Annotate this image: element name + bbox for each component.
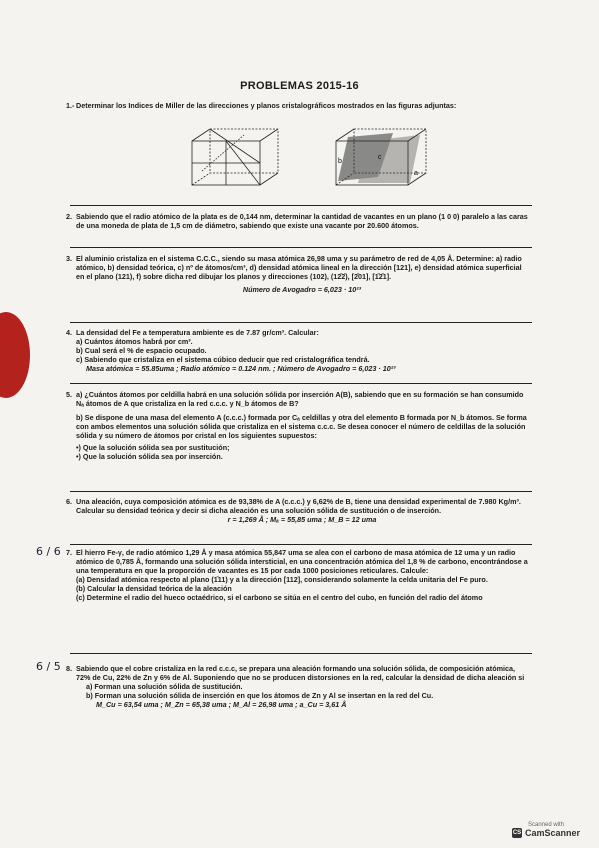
problem-3-note: Número de Avogadro = 6,023 · 10²³ — [242, 285, 362, 294]
camscanner-icon: CS — [512, 830, 522, 836]
problem-7-b: (b) Calcular la densidad teórica de la aleación — [76, 584, 232, 593]
divider — [70, 491, 532, 492]
problem-4-data: Masa atómica = 55.85uma ; Radio atómico = 0.124 nm. ; Número de Avogadro = 6,023 · 10²³ — [86, 364, 396, 373]
watermark-line-2 — [503, 828, 589, 838]
problem-1-text: Determinar los Indices de Miller de las direcciones y planos cristalográficos mostrados en las figuras adjuntas: — [76, 101, 457, 110]
watermark-brand: CamScanner — [524, 828, 581, 838]
divider — [70, 653, 532, 654]
margin-note-7: 6 / 6 — [36, 545, 61, 558]
problem-3-text: El aluminio cristaliza en el sistema C.C.C., siendo su masa atómica 26,98 uma y su parámetro de red de 4,05 Å. Determine: a) radio atómico, b) densidad teórica, c) nº de átomos/cm³, d) densidad atómica lineal en la dirección [121], e) densidad atómica superficial en el plano (121), f) sobre dicha red dibujar los planos y direcciones (102), (12̄2̄), [2̄01], [1̄2̄1]. — [76, 254, 522, 281]
crystal-figures — [188, 127, 448, 189]
problem-2: 2. Sabiendo que el radio atómico de la plata es de 0,144 nm, determinar la cantidad de vacantes en un plano (1 0 0) paralelo a las caras de una moneda de plata de 1,5 cm de diámetro, sabiendo que existe una vacante por 20.600 átomos. — [66, 212, 528, 230]
watermark-line-1: Scanned with — [527, 822, 565, 828]
problem-7-a: (a) Densidad atómica respecto al plano (1̄11) y a la dirección [112], considerando solamente la celda unitaria del Fe puro. — [76, 575, 488, 584]
problem-6: 6. Una aleación, cuya composición atómica es de 93,38% de A (c.c.c.) y 6,62% de B, tiene una densidad experimental de 7.980 Kg/m³. Calcular su densidad teórica y decir si dicha aleación es una solución sólida de sustitución o de inserción. r = 1,269 Å ; Mₐ = 55,85 uma ; M_B = 12 uma — [76, 497, 528, 524]
problem-8-text: Sabiendo que el cobre cristaliza en la red c.c.c, se prepara una aleación formando una solución sólida, de composición atómica, 72% de Cu, 22% de Zn y 6% de Al. Suponiendo que no se producen distorsiones en la red, calcular la densidad de dicha aleación si — [76, 664, 525, 682]
problem-8-b: b) Forman una solución sólida de inserción en que los átomos de Zn y Al se insertan en la red del Cu. — [86, 691, 434, 700]
figure-label-b: b — [338, 158, 342, 165]
camscanner-watermark — [503, 822, 589, 838]
divider — [70, 247, 532, 248]
margin-note-8: 6 / 5 — [36, 660, 61, 673]
divider — [70, 322, 532, 323]
problem-4-b: b) Cual será el % de espacio ocupado. — [76, 346, 207, 355]
problem-2-text: Sabiendo que el radio atómico de la plata es de 0,144 nm, determinar la cantidad de vacantes en un plano (1 0 0) paralelo a las caras de una moneda de plata de 1,5 cm de diámetro, sabiendo que existe una vacante por 20.600 átomos. — [76, 212, 528, 230]
problem-6-text: Una aleación, cuya composición atómica es de 93,38% de A (c.c.c.) y 6,62% de B, tiene una densidad experimental de 7.980 Kg/m³. Calcular su densidad teórica y decir si dicha aleación es una solución sólida de sustitución o de inserción. — [76, 497, 521, 515]
problem-6-data: r = 1,269 Å ; Mₐ = 55,85 uma ; M_B = 12 uma — [227, 515, 377, 524]
red-punch-mark — [0, 312, 30, 398]
problem-3: 3. El aluminio cristaliza en el sistema C.C.C., siendo su masa atómica 26,98 uma y su parámetro de red de 4,05 Å. Determine: a) radio atómico, b) densidad teórica, c) nº de átomos/cm³, d) densidad atómica lineal en la dirección [121], e) densidad atómica superficial en el plano (121), f) sobre dicha red dibujar los planos y direcciones (102), (12̄2̄), [2̄01], [1̄2̄1]. Número de Avogadro = 6,023 · 10²³ — [76, 254, 528, 294]
problem-1: 1.- Determinar los Indices de Miller de las direcciones y planos cristalográficos mostrados en las figuras adjuntas: — [76, 101, 528, 110]
problem-5: 5. a) ¿Cuántos átomos por celdilla habrá en una solución sólida por inserción A(B), sabiendo que en su formación se han consumido Nₐ átomos de A que cristaliza en la red c.c.c. y N_b átomos de B? b) Se dispone de una masa del elemento A (c.c.c.) formada por Cₐ celdillas y otra del elemento B formada por N_b átomos. Se forma con ambos elementos una solución sólida que cristaliza en el sistema c.c.c. Se desea conocer el número de celdillas de la solución sólida y su número de átomos por cristal en los siguientes supuestos: •) Que la solución sólida sea por sustitución; •) Que la solución sólida sea por inserción. — [66, 390, 527, 461]
problem-4-text: La densidad del Fe a temperatura ambiente es de 7.87 gr/cm³. Calcular: — [76, 328, 319, 337]
problem-7-c: (c) Determine el radio del hueco octaédrico, si el carbono se sitúa en el centro del cubo, en función del radio del átomo — [76, 593, 483, 602]
problem-5-bullet-2: •) Que la solución sólida sea por inserción. — [76, 452, 223, 461]
divider — [70, 205, 532, 206]
problem-7: 7. El hierro Fe-γ, de radio atómico 1,29 Å y masa atómica 55,847 uma se alea con el carbono de masa atómica de 12 uma y un radio atómico de 0,785 Å, formando una solución sólida intersticial, en una concentración atómica del 1,8 % de carbono, encontrándose a una temperatura en que la proporción de vacantes es 15 por cada 1000 posiciones reticulares. Calcule: (a) Densidad atómica respecto al plano (1̄11) y a la dirección [112], considerando solamente la celda unitaria del Fe puro. (b) Calcular la densidad teórica de la aleación (c) Determine el radio del hueco octaédrico, si el carbono se sitúa en el centro del cubo, en función del radio del átomo — [66, 548, 528, 602]
figure-label-a: a — [414, 170, 418, 177]
page-title: PROBLEMAS 2015-16 — [240, 80, 359, 92]
problem-8: 8. Sabiendo que el cobre cristaliza en la red c.c.c, se prepara una aleación formando una solución sólida, de composición atómica, 72% de Cu, 22% de Zn y 6% de Al. Suponiendo que no se producen distorsiones en la red, calcular la densidad de dicha aleación si a) Forman una solución sólida de sustitución. b) Forman una solución sólida de inserción en que los átomos de Zn y Al se insertan en la red del Cu. M_Cu = 63,54 uma ; M_Zn = 65,38 uma ; M_Al = 26,98 uma ; a_Cu = 3,61 Å — [76, 664, 528, 709]
problem-5-bullet-1: •) Que la solución sólida sea por sustitución; — [76, 443, 230, 452]
problem-7-text: El hierro Fe-γ, de radio atómico 1,29 Å y masa atómica 55,847 uma se alea con el carbono de masa atómica de 12 uma y un radio atómico de 0,785 Å, formando una solución sólida intersticial, en una concentración atómica del 1,8 % de carbono, encontrándose a una temperatura en que la proporción de vacantes es 15 por cada 1000 posiciones reticulares. Calcule: — [76, 548, 528, 575]
problem-4-a: a) Cuántos átomos habrá por cm³. — [76, 337, 193, 346]
problem-8-a: a) Forman una solución sólida de sustitución. — [86, 682, 243, 691]
problem-5-a: a) ¿Cuántos átomos por celdilla habrá en una solución sólida por inserción A(B), sabiendo que en su formación se han consumido Nₐ átomos de A que cristaliza en la red c.c.c. y N_b átomos de B? — [76, 390, 524, 408]
divider — [70, 383, 532, 384]
figure-label-c: c — [378, 154, 382, 161]
problem-4-c: c) Sabiendo que cristaliza en el sistema cúbico deducir que red cristalográfica tendrá. — [76, 355, 370, 364]
problem-8-data: M_Cu = 63,54 uma ; M_Zn = 65,38 uma ; M_Al = 26,98 uma ; a_Cu = 3,61 Å — [96, 700, 347, 709]
problem-4: 4. La densidad del Fe a temperatura ambiente es de 7.87 gr/cm³. Calcular: a) Cuántos átomos habrá por cm³. b) Cual será el % de espacio ocupado. c) Sabiendo que cristaliza en el sistema cúbico deducir que red cristalográfica tendrá. Masa atómica = 55.85uma ; Radio atómico = 0.124 nm. ; Número de Avogadro = 6,023 · 10²³ — [76, 328, 528, 373]
problem-5-b: b) Se dispone de una masa del elemento A (c.c.c.) formada por Cₐ celdillas y otra del elemento B formada por N_b átomos. Se forma con ambos elementos una solución sólida que cristaliza en el sistema c.c.c. Se desea conocer el número de celdillas de la solución sólida y su número de átomos por cristal en los siguientes supuestos: — [76, 413, 527, 440]
divider — [70, 544, 532, 545]
